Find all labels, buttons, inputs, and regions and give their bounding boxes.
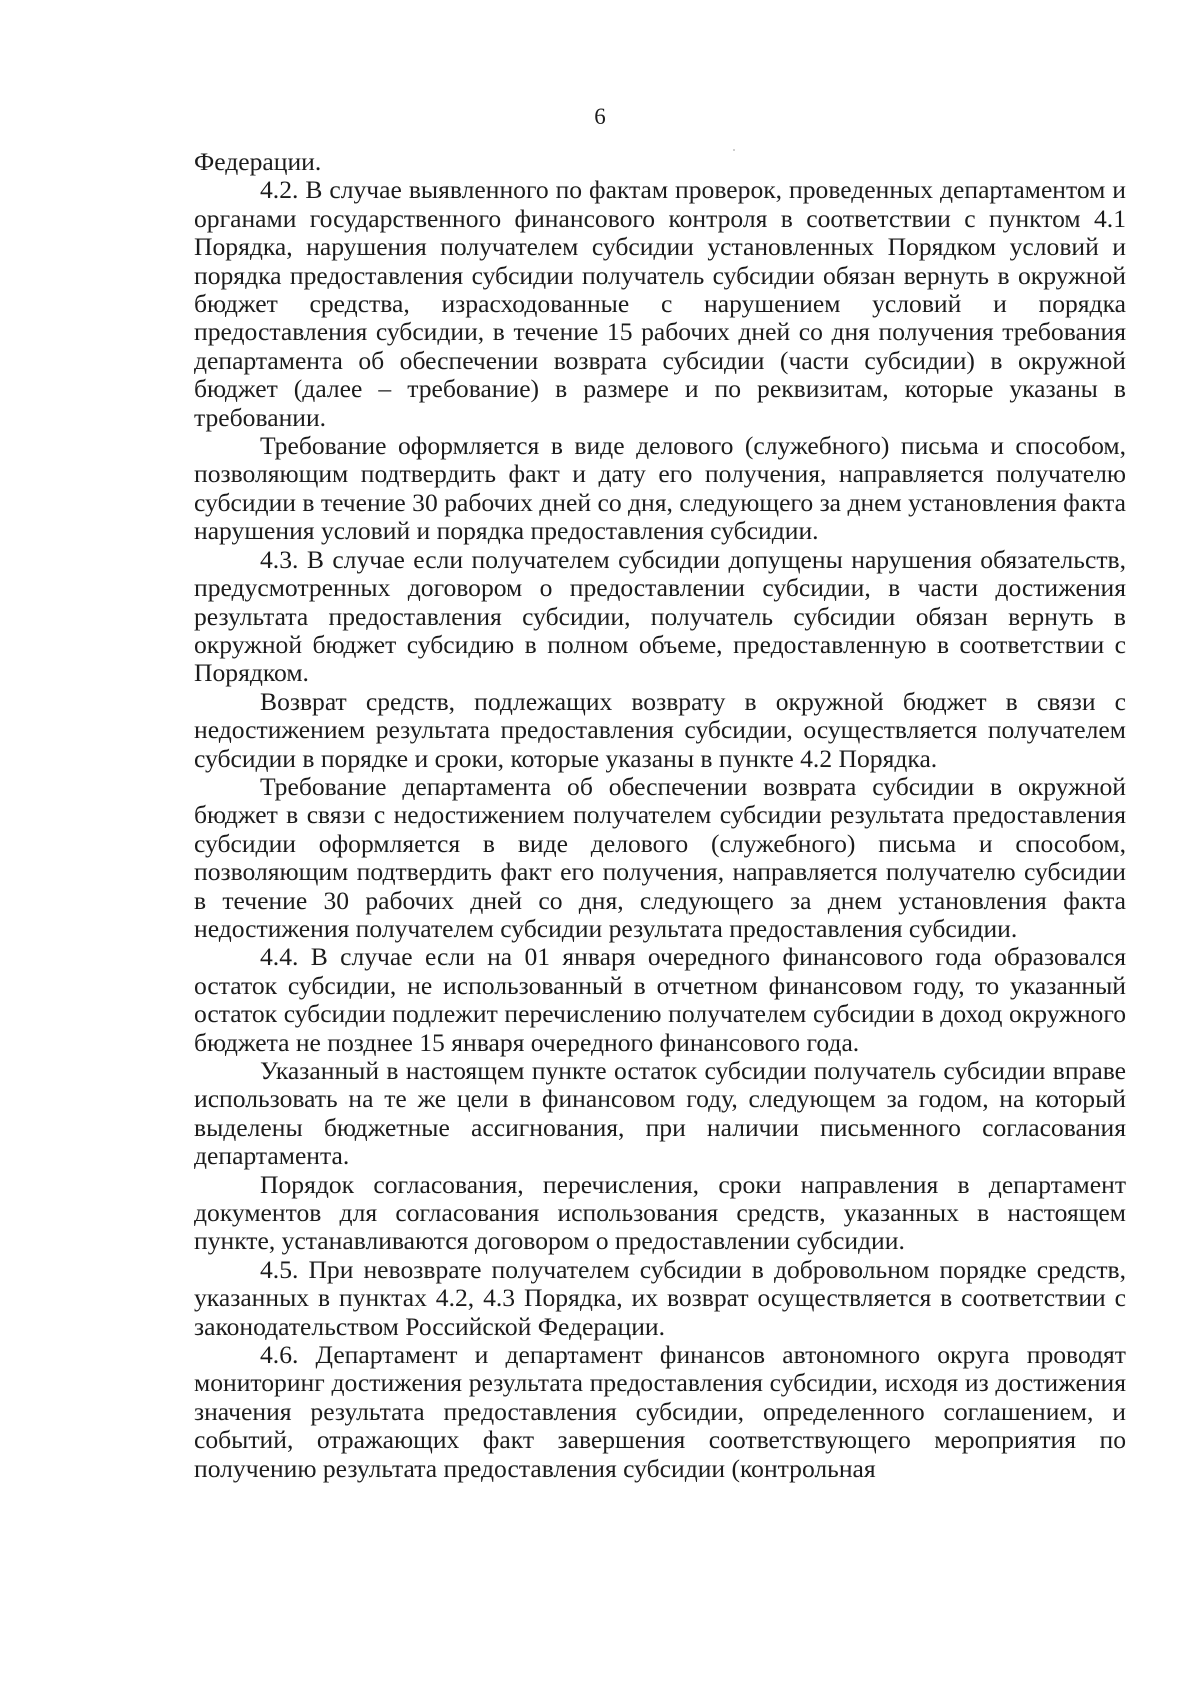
paragraph-4-6: 4.6. Департамент и департамент финансов автономного округа проводят мониторинг достижения результата предоставления субсидии, исходя из достижения значения результата предоставления субсидии, определенного соглашением, и событий, отражающих факт завершения соответствующего мероприятия по получению результата предоставления субсидии (контрольная [194, 1340, 1126, 1483]
paragraph-continuation: Федерации. [194, 147, 322, 176]
paragraph-4-5: 4.5. При невозврате получателем субсидии в добровольном порядке средств, указанных в пунктах 4.2, 4.3 Порядка, их возврат осуществляется в соответствии с законодательством Российской Федерации. [194, 1254, 1126, 1341]
paragraph-4-4: 4.4. В случае если на 01 января очередного финансового года образовался остаток субсидии, не использованный в отчетном финансовом году, то указанный остаток субсидии подлежит перечислению получателем субсидии в доход окружного бюджета не позднее 15 января очередного финансового года. [194, 942, 1126, 1057]
paragraph-4-3-return: Возврат средств, подлежащих возврату в окружной бюджет в связи с недостижением результата предоставления субсидии, осуществляется получателем субсидии в порядке и сроки, которые указаны в пункте 4.2 Порядка. [194, 686, 1126, 773]
page-number: 6 [594, 104, 606, 129]
paragraph-4-3: 4.3. В случае если получателем субсидии допущены нарушения обязательств, предусмотренных договором о предоставлении субсидии, в части достижения результата предоставления субсидии, получатель субсидии обязан вернуть в окружной бюджет субсидию в полном объеме, предоставленную в соответствии с Порядком. [194, 544, 1126, 688]
paragraph-4-3-requirement: Требование департамента об обеспечении возврата субсидии в окружной бюджет в связи с недостижением получателем субсидии результата предоставления субсидии оформляется в виде делового (служебного) письма и способом, позволяющим подтвердить факт его получения, направляется получателю субсидии в течение 30 рабочих дней со дня, следующего за днем установления факта недостижения получателем субсидии результата предоставления субсидии. [194, 771, 1126, 943]
document-body [194, 148, 1126, 1483]
paragraph-4-4-usage: Указанный в настоящем пункте остаток субсидии получатель субсидии вправе использовать на те же цели в финансовом году, следующем за годом, на который выделены бюджетные ассигнования, при наличии письменного согласования департамента. [194, 1056, 1126, 1171]
paragraph-4-2-requirement: Требование оформляется в виде делового (служебного) письма и способом, позволяющим подтвердить факт и дату его получения, направляется получателю субсидии в течение 30 рабочих дней со дня, следующего за днем установления факта нарушения условий и порядка предоставления субсидии. [194, 431, 1126, 546]
paragraph-4-4-procedure: Порядок согласования, перечисления, сроки направления в департамент документов для согласования использования средств, указанных в настоящем пункте, устанавливаются договором о предоставлении субсидии. [194, 1169, 1126, 1256]
paragraph-4-2: 4.2. В случае выявленного по фактам проверок, проведенных департаментом и органами государственного финансового контроля в соответствии с пунктом 4.1 Порядка, нарушения получателем субсидии установленных Порядком условий и порядка предоставления субсидии получатель субсидии обязан вернуть в окружной бюджет средства, израсходованные с нарушением условий и порядка предоставления субсидии, в течение 15 рабочих дней со дня получения требования департамента об обеспечении возврата субсидии (части субсидии) в окружной бюджет (далее – требование) в размере и по реквизитам, которые указаны в требовании. [194, 175, 1126, 432]
